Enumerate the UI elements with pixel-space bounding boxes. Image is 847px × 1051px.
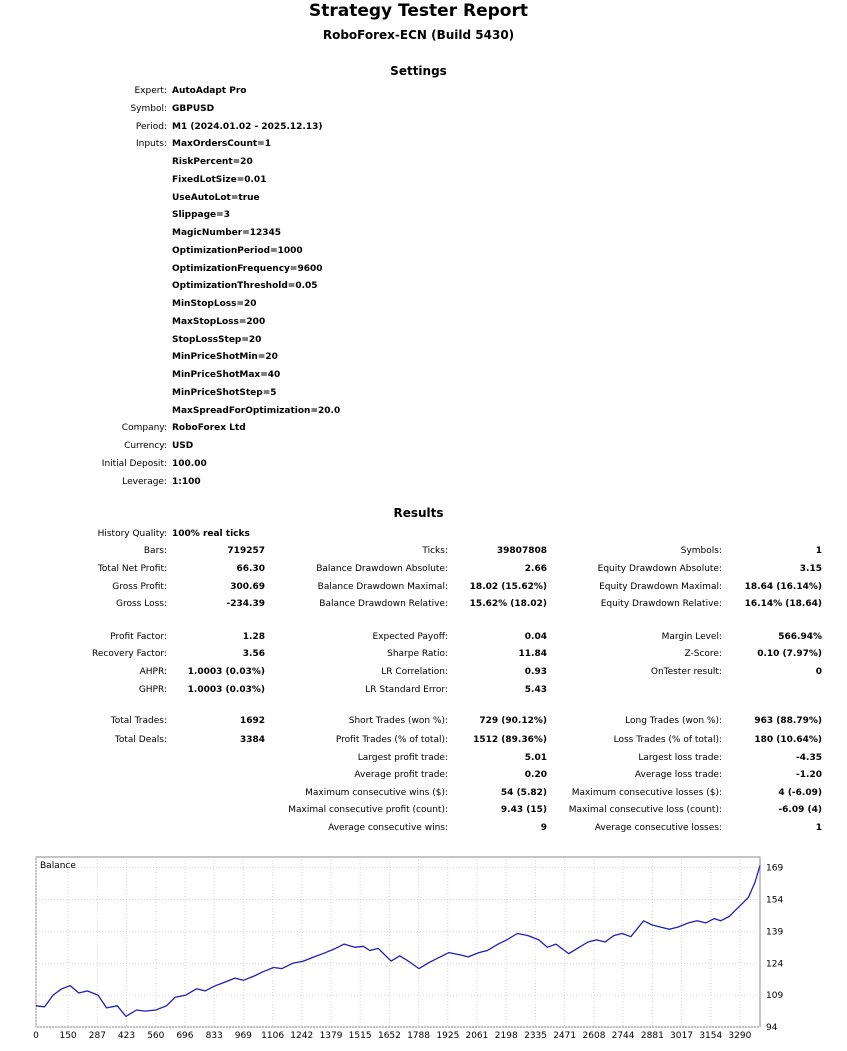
- result-value: 3.15: [799, 564, 822, 574]
- result-label: Gross Loss:: [116, 599, 167, 609]
- result-label: Sharpe Ratio:: [387, 649, 448, 659]
- result-value: 1.0003 (0.03%): [187, 667, 265, 677]
- x-tick-label: 560: [147, 1031, 165, 1041]
- result-label: Total Trades:: [110, 716, 167, 726]
- chart-title: Balance: [40, 861, 76, 871]
- result-label: Short Trades (won %):: [348, 716, 448, 726]
- x-tick-label: 2608: [582, 1031, 606, 1041]
- result-value: 18.02 (15.62%): [469, 582, 547, 592]
- y-tick-label: 139: [766, 927, 784, 938]
- result-label: Equity Drawdown Maximal:: [599, 582, 722, 592]
- settings-label: Initial Deposit:: [101, 459, 167, 469]
- settings-value: MinStopLoss=20: [172, 299, 257, 309]
- settings-value: USD: [172, 441, 194, 451]
- result-label: Profit Factor:: [110, 632, 167, 642]
- result-value: 963 (88.79%): [754, 716, 822, 726]
- result-value: 566.94%: [778, 632, 822, 642]
- result-label: Long Trades (won %):: [625, 716, 722, 726]
- settings-value: MinPriceShotMin=20: [172, 352, 278, 362]
- result-label: Total Net Profit:: [97, 564, 167, 574]
- x-tick-label: 2061: [465, 1031, 489, 1041]
- result-value: -6.09 (4): [778, 805, 822, 815]
- settings-value: M1 (2024.01.02 - 2025.12.13): [172, 122, 323, 132]
- x-tick-label: 1515: [348, 1031, 372, 1041]
- settings-heading: Settings: [390, 64, 447, 78]
- result-value: 3.56: [242, 649, 265, 659]
- history-quality-value: 100% real ticks: [172, 529, 250, 539]
- result-value: 3384: [239, 735, 265, 745]
- result-label: Ticks:: [422, 546, 448, 556]
- result-value: 180 (10.64%): [754, 735, 822, 745]
- report-subtitle: RoboForex-ECN (Build 5430): [322, 28, 515, 42]
- settings-value: MinPriceShotStep=5: [172, 388, 277, 398]
- result-label: Margin Level:: [661, 632, 722, 642]
- x-tick-label: 696: [176, 1031, 194, 1041]
- result-label: Balance Drawdown Absolute:: [316, 564, 448, 574]
- settings-value: FixedLotSize=0.01: [172, 175, 267, 185]
- result-value: 15.62% (18.02): [469, 599, 547, 609]
- result-label: Total Deals:: [114, 735, 167, 745]
- result-value: 0.10 (7.97%): [757, 649, 822, 659]
- result-label: Profit Trades (% of total):: [335, 735, 448, 745]
- result-value: -4.35: [796, 753, 822, 763]
- result-value: 9: [540, 823, 547, 833]
- result-value: 0.04: [524, 632, 547, 642]
- result-value: 2.66: [524, 564, 547, 574]
- balance-chart-container: [33, 857, 784, 1041]
- y-tick-label: 94: [766, 1023, 778, 1033]
- result-label: AHPR:: [139, 667, 167, 677]
- chart-frame: [36, 857, 760, 1027]
- x-tick-label: 287: [88, 1031, 106, 1041]
- result-label: LR Standard Error:: [365, 685, 448, 695]
- result-value: 66.30: [236, 564, 265, 574]
- result-value: 16.14% (18.64): [744, 599, 822, 609]
- y-tick-label: 124: [766, 959, 784, 970]
- result-value: 1.0003 (0.03%): [187, 685, 265, 695]
- result-label: Average consecutive wins:: [328, 823, 448, 833]
- result-value: 719257: [227, 546, 265, 556]
- result-value: 0.20: [524, 770, 547, 780]
- result-value: 729 (90.12%): [479, 716, 547, 726]
- result-label: Equity Drawdown Absolute:: [597, 564, 722, 574]
- y-tick-label: 154: [766, 895, 784, 906]
- settings-value: MaxOrdersCount=1: [172, 139, 271, 149]
- results-heading: Results: [393, 506, 444, 520]
- x-tick-label: 423: [117, 1031, 136, 1041]
- result-value: 9.43 (15): [500, 805, 547, 815]
- x-tick-label: 0: [33, 1031, 39, 1041]
- result-label: Average loss trade:: [634, 770, 722, 780]
- result-label: Z-Score:: [684, 649, 722, 659]
- y-tick-label: 169: [766, 863, 784, 874]
- result-value: -1.20: [796, 770, 822, 780]
- result-value: 4 (-6.09): [778, 788, 822, 798]
- settings-value: MaxSpreadForOptimization=20.0: [172, 406, 341, 416]
- result-label: Maximal consecutive profit (count):: [288, 805, 448, 815]
- settings-value: 100.00: [172, 459, 207, 469]
- x-tick-label: 2198: [494, 1031, 518, 1041]
- result-label: Bars:: [143, 546, 167, 556]
- result-value: 1: [815, 823, 822, 833]
- result-label: Expected Payoff:: [372, 632, 448, 642]
- x-tick-label: 969: [234, 1031, 252, 1041]
- settings-value: AutoAdapt Pro: [172, 86, 247, 96]
- settings-label: Currency:: [124, 441, 167, 451]
- result-label: Largest loss trade:: [638, 753, 722, 763]
- settings-value: OptimizationFrequency=9600: [172, 264, 323, 274]
- result-label: OnTester result:: [650, 667, 722, 677]
- result-value: 0: [815, 667, 822, 677]
- result-value: 1: [815, 546, 822, 556]
- result-label: Largest profit trade:: [357, 753, 448, 763]
- result-value: 39807808: [496, 546, 547, 556]
- settings-label: Leverage:: [122, 477, 167, 487]
- result-label: Balance Drawdown Maximal:: [317, 582, 448, 592]
- result-value: 11.84: [518, 649, 547, 659]
- result-value: 5.01: [524, 753, 547, 763]
- x-tick-label: 1925: [436, 1031, 460, 1041]
- x-tick-label: 1788: [407, 1031, 430, 1041]
- settings-label: Company:: [121, 423, 167, 433]
- x-tick-label: 3154: [699, 1031, 723, 1041]
- result-label: Maximal consecutive loss (count):: [568, 805, 722, 815]
- history-quality-label: History Quality:: [97, 529, 167, 539]
- result-label: Balance Drawdown Relative:: [319, 599, 448, 609]
- result-label: Gross Profit:: [112, 582, 167, 592]
- settings-value: MaxStopLoss=200: [172, 317, 266, 327]
- x-tick-label: 2744: [611, 1031, 635, 1041]
- result-label: LR Correlation:: [381, 667, 448, 677]
- x-tick-label: 1106: [261, 1031, 285, 1041]
- result-label: Maximum consecutive wins ($):: [305, 788, 448, 798]
- settings-label: Period:: [135, 122, 167, 132]
- result-label: Loss Trades (% of total):: [613, 735, 722, 745]
- result-value: 1512 (89.36%): [473, 735, 547, 745]
- x-tick-label: 2471: [553, 1031, 577, 1041]
- result-label: Maximum consecutive losses ($):: [571, 788, 722, 798]
- settings-value: Slippage=3: [172, 210, 230, 220]
- x-tick-label: 2335: [524, 1031, 548, 1041]
- settings-label: Symbol:: [130, 104, 167, 114]
- result-value: -234.39: [226, 599, 265, 609]
- result-value: 1692: [239, 716, 265, 726]
- balance-chart: [33, 857, 796, 1042]
- result-label: Equity Drawdown Relative:: [600, 599, 722, 609]
- settings-label: Inputs:: [135, 139, 167, 149]
- result-value: 5.43: [524, 685, 547, 695]
- x-tick-label: 1652: [377, 1031, 401, 1041]
- settings-value: StopLossStep=20: [172, 335, 262, 345]
- settings-label: Expert:: [134, 86, 167, 96]
- result-label: Symbols:: [680, 546, 722, 556]
- result-value: 54 (5.82): [500, 788, 547, 798]
- settings-value: MinPriceShotMax=40: [172, 370, 281, 380]
- result-value: 300.69: [230, 582, 265, 592]
- x-tick-label: 3017: [670, 1031, 693, 1041]
- settings-value: RiskPercent=20: [172, 157, 253, 167]
- settings-value: RoboForex Ltd: [172, 423, 246, 433]
- x-tick-label: 150: [59, 1031, 77, 1041]
- x-tick-label: 1242: [290, 1031, 314, 1041]
- x-tick-label: 1379: [319, 1031, 343, 1041]
- x-tick-label: 3290: [728, 1031, 752, 1041]
- x-tick-label: 833: [205, 1031, 223, 1041]
- result-label: Average consecutive losses:: [594, 823, 722, 833]
- settings-value: MagicNumber=12345: [172, 228, 282, 238]
- report-title: Strategy Tester Report: [309, 1, 528, 21]
- settings-value: OptimizationPeriod=1000: [172, 246, 303, 256]
- result-label: GHPR:: [138, 685, 167, 695]
- settings-value: OptimizationThreshold=0.05: [172, 281, 318, 291]
- settings-value: UseAutoLot=true: [172, 193, 260, 203]
- result-label: Average profit trade:: [354, 770, 448, 780]
- result-label: Recovery Factor:: [91, 649, 167, 659]
- x-tick-label: 2881: [640, 1031, 664, 1041]
- settings-value: 1:100: [172, 477, 201, 487]
- result-value: 0.93: [524, 667, 547, 677]
- y-tick-label: 109: [766, 991, 784, 1002]
- result-value: 18.64 (16.14%): [744, 582, 822, 592]
- settings-value: GBPUSD: [172, 104, 215, 114]
- result-value: 1.28: [242, 632, 265, 642]
